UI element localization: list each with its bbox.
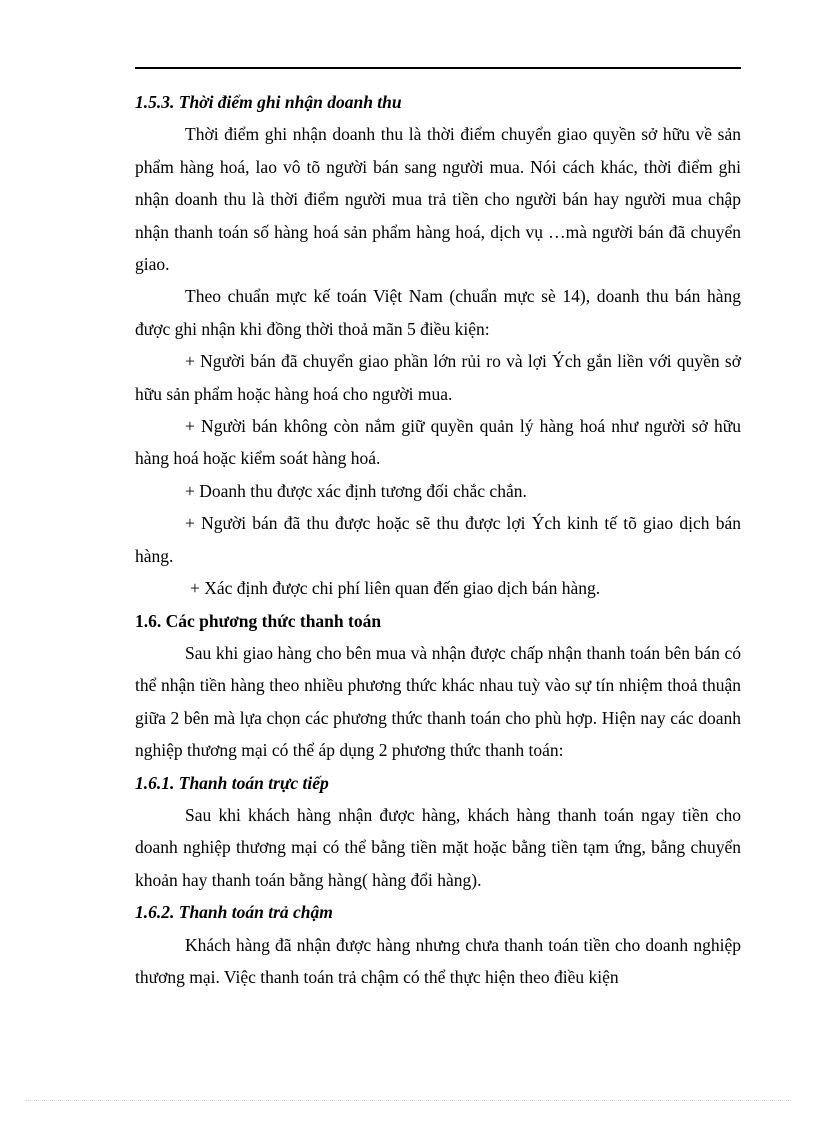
paragraph: Theo chuẩn mực kế toán Việt Nam (chuẩn mực sè 14), doanh thu bán hàng được ghi nhận khi đồng thời thoả mãn 5 điều kiện:	[135, 286, 741, 339]
section-heading-1-6-1: 1.6.1. Thanh toán trực tiếp	[135, 772, 329, 793]
condition-item: + Doanh thu được xác định tương đối chắc chắn.	[185, 480, 527, 501]
paragraph: Khách hàng đã nhận được hàng nhưng chưa thanh toán tiền cho doanh nghiệp thương mại. Việc thanh toán trả chậm có thể thực hiện theo điều kiện	[135, 934, 741, 987]
section-heading-1-5-3: 1.5.3. Thời điểm ghi nhận doanh thu	[135, 92, 402, 112]
condition-item: + Người bán đã thu được hoặc sẽ thu được lợi Ých kinh tế tõ giao dịch bán hàng.	[135, 513, 741, 566]
header-rule	[135, 67, 741, 69]
document-body	[135, 86, 741, 993]
condition-item: + Người bán đã chuyển giao phần lớn rủi ro và lợi Ých gắn liền với quyền sở hữu sản phẩm hoặc hàng hoá cho người mua.	[135, 351, 741, 404]
section-heading-1-6-2: 1.6.2. Thanh toán trả chậm	[135, 902, 333, 923]
paragraph: Sau khi giao hàng cho bên mua và nhận được chấp nhận thanh toán bên bán có thể nhận tiền hàng theo nhiều phương thức khác nhau tuỳ vào sự tín nhiệm thoả thuận giữa 2 bên mà lựa chọn các phương thức thanh toán cho phù hợp. Hiện nay các doanh nghiệp thương mại có thể áp dụng 2 phương thức thanh toán:	[135, 642, 741, 761]
section-heading-1-6: 1.6. Các phương thức thanh toán	[135, 610, 382, 631]
footer-dotted-line	[25, 1100, 791, 1101]
condition-item: + Người bán không còn nắm giữ quyền quản lý hàng hoá như người sở hữu hàng hoá hoặc kiểm soát hàng hoá.	[135, 416, 741, 469]
paragraph: Thời điểm ghi nhận doanh thu là thời điểm chuyển giao quyền sở hữu về sản phẩm hàng hoá, lao vô tõ người bán sang người mua. Nói cách khác, thời điểm ghi nhận doanh thu là thời điểm người mua trả tiền cho người bán hay người mua chập nhận thanh toán số hàng hoá sản phẩm hàng hoá, dịch vụ …mà người bán đã chuyển giao.	[135, 124, 741, 275]
condition-item: + Xác định được chi phí liên quan đến giao dịch bán hàng.	[190, 578, 601, 599]
paragraph: Sau khi khách hàng nhận được hàng, khách hàng thanh toán ngay tiền cho doanh nghiệp thương mại có thể bằng tiền mặt hoặc bằng tiền tạm ứng, bằng chuyển khoản hay thanh toán bằng hàng( hàng đổi hàng).	[135, 804, 741, 890]
